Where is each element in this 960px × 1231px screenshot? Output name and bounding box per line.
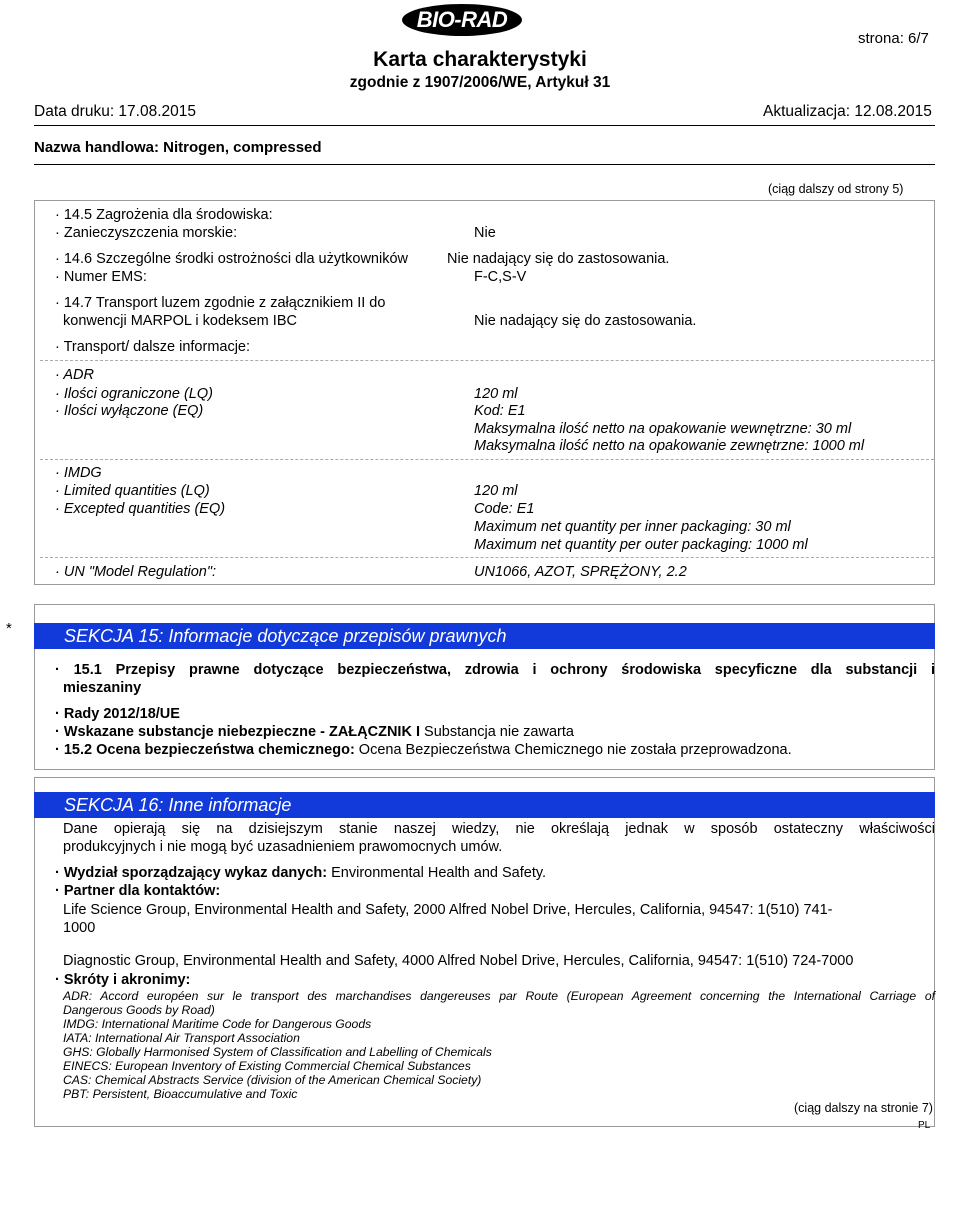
- imdg-eq-inner: Maximum net quantity per inner packaging: 30 ml: [474, 519, 791, 535]
- un-model-regulation-value: UN1066, AZOT, SPRĘŻONY, 2.2: [474, 564, 687, 580]
- document-title: Karta charakterystyki: [373, 48, 587, 71]
- dashed-divider: [40, 360, 934, 361]
- abbreviation-ghs: GHS: Globally Harmonised System of Classification and Labelling of Chemicals: [63, 1045, 492, 1059]
- imdg-heading: · IMDG: [55, 465, 102, 481]
- marine-pollutant-value: Nie: [474, 225, 496, 241]
- header-divider: [34, 125, 935, 126]
- adr-eq-label: · Ilości wyłączone (EQ): [55, 403, 204, 419]
- imdg-lq-label: · Limited quantities (LQ): [55, 483, 210, 499]
- abbreviation-adr-line2: Dangerous Goods by Road): [63, 1003, 215, 1017]
- transport-info-heading: · Transport/ dalsze informacje:: [55, 339, 251, 355]
- annex-i-substances: · Wskazane substancje niebezpieczne - ZAŁĄCZNIK I Substancja nie zawarta: [55, 724, 574, 740]
- abbreviations-heading: · Skróty i akronimy:: [55, 972, 191, 988]
- abbreviation-adr-line1: ADR: Accord européen sur le transport des marchandises dangereuses par Route (European Agreement concerning the International Carriage of: [63, 989, 935, 1003]
- section-15-title: SEKCJA 15: Informacje dotyczące przepisów prawnych: [34, 623, 935, 649]
- bulk-transport-value: Nie nadający się do zastosowania.: [474, 313, 697, 329]
- adr-eq-value: Kod: E1: [474, 403, 526, 419]
- continued-to: (ciąg dalszy na stronie 7): [794, 1101, 933, 1115]
- department-line: · Wydział sporządzający wykaz danych: Environmental Health and Safety.: [55, 865, 547, 881]
- section-16-title: SEKCJA 16: Inne informacje: [34, 792, 935, 818]
- imdg-eq-label: · Excepted quantities (EQ): [55, 501, 226, 517]
- contact-heading: · Partner dla kontaktów:: [55, 883, 221, 899]
- adr-heading: · ADR: [55, 367, 94, 383]
- abbreviation-pbt: PBT: Persistent, Bioaccumulative and Toxic: [63, 1087, 298, 1101]
- update-date: Aktualizacja: 12.08.2015: [763, 103, 932, 120]
- council-directive: · Rady 2012/18/UE: [55, 706, 180, 722]
- trade-name-divider: [34, 164, 935, 165]
- special-precautions-value: Nie nadający się do zastosowania.: [447, 251, 670, 267]
- document-subtitle: zgodnie z 1907/2006/WE, Artykuł 31: [349, 74, 611, 91]
- bulk-transport-label-1: · 14.7 Transport luzem zgodnie z załącznikiem II do: [55, 295, 386, 311]
- adr-eq-outer: Maksymalna ilość netto na opakowanie zewnętrzne: 1000 ml: [474, 438, 865, 454]
- abbreviation-einecs: EINECS: European Inventory of Existing Commercial Chemical Substances: [63, 1059, 471, 1073]
- revision-marker: *: [6, 620, 12, 637]
- intro-line1: Dane opierają się na dzisiejszym stanie naszej wiedzy, nie określają jednak w sposób ostateczny właściwości: [63, 821, 935, 837]
- marine-pollutant-label: · Zanieczyszczenia morskie:: [55, 225, 238, 241]
- page-number: strona: 6/7: [858, 30, 929, 47]
- adr-lq-label: · Ilości ograniczone (LQ): [55, 386, 213, 402]
- bulk-transport-label-2: konwencji MARPOL i kodeksem IBC: [63, 313, 297, 329]
- chemical-safety-assessment: · 15.2 Ocena bezpieczeństwa chemicznego: Ocena Bezpieczeństwa Chemicznego nie została przeprowadzona.: [55, 742, 792, 758]
- continued-from: (ciąg dalszy od strony 5): [768, 182, 904, 196]
- adr-eq-inner: Maksymalna ilość netto na opakowanie wewnętrzne: 30 ml: [474, 421, 852, 437]
- ems-number-value: F-C,S-V: [474, 269, 527, 285]
- un-model-regulation-label: · UN "Model Regulation":: [55, 564, 217, 580]
- ems-number-label: · Numer EMS:: [55, 269, 147, 285]
- abbreviation-cas: CAS: Chemical Abstracts Service (division of the American Chemical Society): [63, 1073, 482, 1087]
- language-code: PL: [918, 1120, 931, 1131]
- imdg-lq-value: 120 ml: [474, 483, 518, 499]
- contact-life-science-line2: 1000: [63, 920, 96, 936]
- env-hazards-heading: · 14.5 Zagrożenia dla środowiska:: [55, 207, 273, 223]
- bio-rad-logo: BIO-RAD: [402, 4, 522, 36]
- trade-name: Nazwa handlowa: Nitrogen, compressed: [34, 139, 322, 156]
- regulation-15-1-line2: mieszaniny: [63, 680, 142, 696]
- dashed-divider: [40, 557, 934, 558]
- print-date: Data druku: 17.08.2015: [34, 103, 197, 120]
- contact-life-science-line1: Life Science Group, Environmental Health and Safety, 2000 Alfred Nobel Drive, Hercules, California, 94547: 1(510) 741-: [63, 902, 833, 918]
- abbreviation-iata: IATA: International Air Transport Association: [63, 1031, 300, 1045]
- special-precautions-label: · 14.6 Szczególne środki ostrożności dla użytkowników: [55, 251, 408, 267]
- imdg-eq-value: Code: E1: [474, 501, 535, 517]
- dashed-divider: [40, 459, 934, 460]
- abbreviation-imdg: IMDG: International Maritime Code for Dangerous Goods: [63, 1017, 372, 1031]
- intro-line2: produkcyjnych i nie mogą być uzasadnieniem prawomocnych umów.: [63, 839, 503, 855]
- imdg-eq-outer: Maximum net quantity per outer packaging: 1000 ml: [474, 537, 808, 553]
- contact-diagnostic: Diagnostic Group, Environmental Health and Safety, 4000 Alfred Nobel Drive, Hercules, California, 94547: 1(510) 724-7000: [63, 953, 854, 969]
- adr-lq-value: 120 ml: [474, 386, 518, 402]
- regulation-15-1-line1: · 15.1 Przepisy prawne dotyczące bezpieczeństwa, zdrowia i ochrony środowiska specyficzne dla substancji i: [55, 662, 935, 678]
